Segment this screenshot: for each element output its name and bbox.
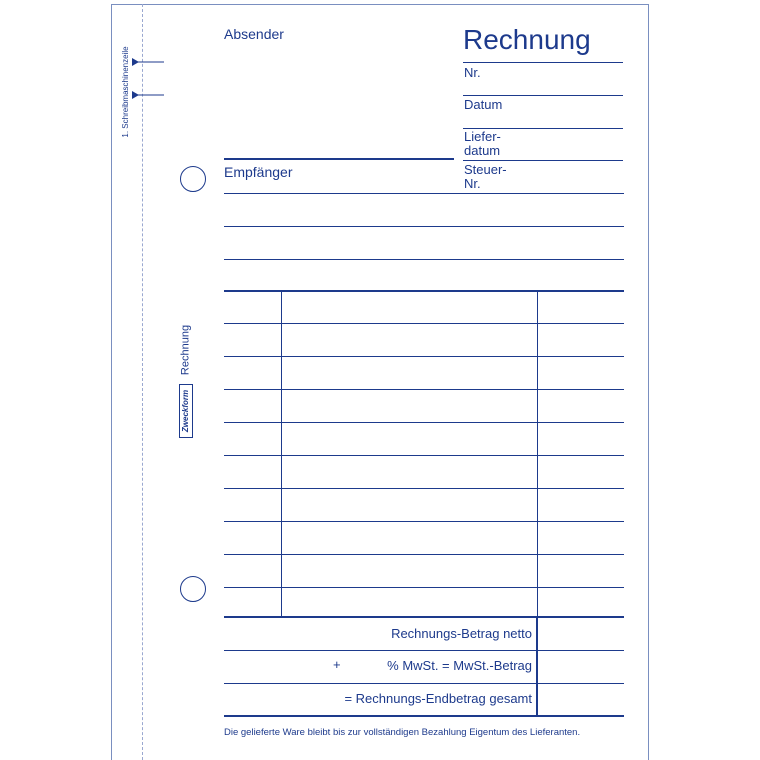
totals-line-1 xyxy=(224,650,624,651)
recipient-label: Empfänger xyxy=(224,164,293,180)
field-tax-label-1: Steuer- xyxy=(464,162,507,177)
recipient-line-2 xyxy=(224,226,624,227)
table-top-line xyxy=(224,290,624,292)
ownership-note: Die gelieferte Ware bleibt bis zur vollständigen Bezahlung Eigentum des Lieferanten. xyxy=(224,727,581,738)
table-row-line xyxy=(224,356,624,357)
table-row-line xyxy=(224,323,624,324)
field-delivery-label-2: datum xyxy=(464,143,501,158)
page-top-border xyxy=(111,4,648,5)
recipient-line-1 xyxy=(224,193,624,194)
punch-hole-top xyxy=(180,166,206,192)
typewriter-markers xyxy=(130,54,166,102)
totals-bottom-line xyxy=(224,715,624,717)
page-left-border xyxy=(111,4,112,760)
brand-logo-text: Zweckform xyxy=(181,389,190,433)
table-row-line xyxy=(224,488,624,489)
table-row-line xyxy=(224,521,624,522)
net-amount-label: Rechnungs-Betrag netto xyxy=(391,626,532,641)
totals-col-divider xyxy=(536,616,538,716)
field-line-number xyxy=(463,95,623,96)
recipient-line-3 xyxy=(224,259,624,260)
table-row-line xyxy=(224,389,624,390)
totals-top-line xyxy=(224,616,624,618)
punch-hole-bottom xyxy=(180,576,206,602)
table-row-line xyxy=(224,587,624,588)
margin-dashed-line xyxy=(142,4,143,760)
totals-line-2 xyxy=(224,683,624,684)
field-line-delivery xyxy=(463,160,623,161)
page-right-border xyxy=(648,4,649,760)
table-row-line xyxy=(224,422,624,423)
side-form-name: Rechnung xyxy=(179,324,192,376)
field-tax-label-2: Nr. xyxy=(464,176,481,191)
typewriter-line-label: 1. Schreibmaschinenzeile xyxy=(121,46,130,138)
table-row-line xyxy=(224,455,624,456)
brand-logo xyxy=(179,384,193,438)
gross-amount-label: = Rechnungs-Endbetrag gesamt xyxy=(344,691,532,706)
table-row-line xyxy=(224,554,624,555)
vat-label: % MwSt. = MwSt.-Betrag xyxy=(387,658,532,673)
field-line-title xyxy=(463,62,623,63)
sender-label: Absender xyxy=(224,26,284,42)
sender-bottom-line xyxy=(224,158,454,160)
vat-plus-sign: + xyxy=(333,657,341,672)
field-number-label: Nr. xyxy=(464,65,481,80)
field-delivery-label-1: Liefer- xyxy=(464,129,501,144)
table-col-divider-1 xyxy=(281,290,282,617)
field-date-label: Datum xyxy=(464,97,503,112)
table-col-divider-2 xyxy=(537,290,538,617)
invoice-title: Rechnung xyxy=(463,24,591,55)
